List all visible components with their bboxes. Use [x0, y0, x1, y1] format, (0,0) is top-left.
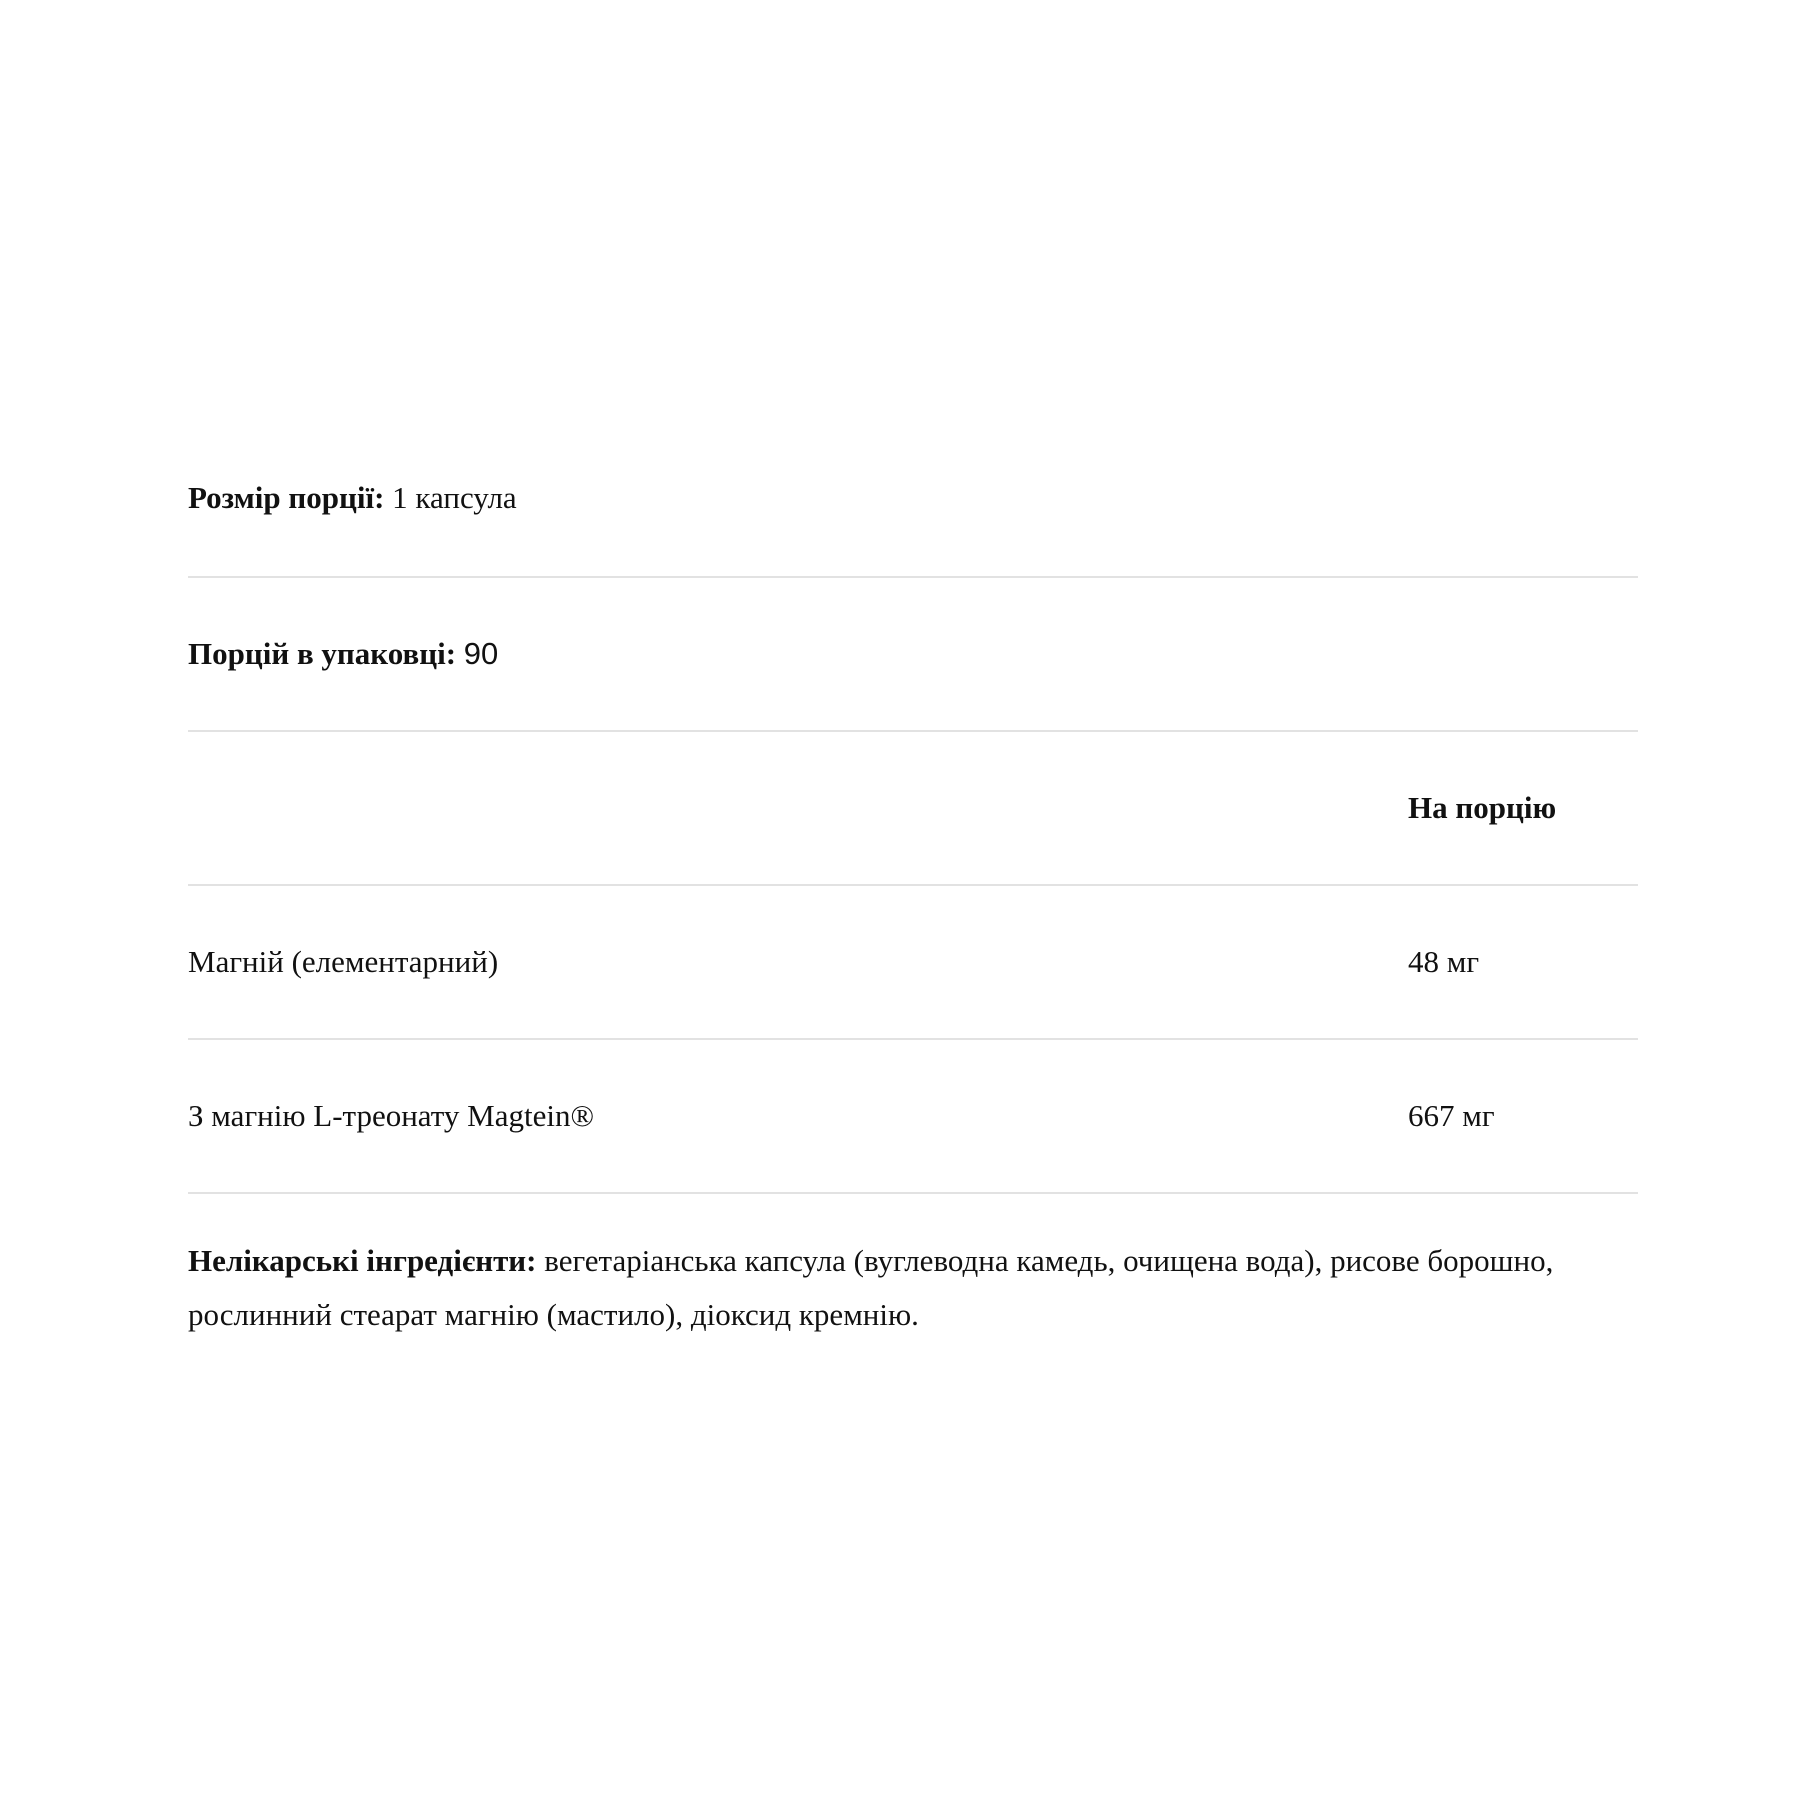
table-row — [188, 1040, 1638, 1194]
other-ingredients-label: Нелікарські інгредієнти: — [188, 1243, 537, 1278]
serving-size — [188, 480, 517, 516]
serving-size-row — [188, 420, 1638, 578]
servings-per-container — [188, 636, 498, 672]
supplement-facts-panel — [188, 420, 1638, 1342]
other-ingredients-text: вегетаріанська капсула (вуглеводна камедь, очищена вода), рисове борошно, рослинний стеарат магнію (мастило), діоксид кремнію. — [188, 1243, 1554, 1332]
serving-size-label: Розмір порції: — [188, 480, 385, 515]
nutrient-name: З магнію L-треонату Magtein® — [188, 1098, 595, 1133]
servings-per-container-label: Порцій в упаковці: — [188, 636, 457, 671]
table-row — [188, 886, 1638, 1040]
nutrient-name: Магній (елементарний) — [188, 944, 499, 979]
amount-per-serving-header: На порцію — [1408, 790, 1557, 825]
nutrient-amount: 48 мг — [1408, 944, 1480, 979]
servings-per-container-row — [188, 578, 1638, 732]
table-header-row — [188, 732, 1638, 886]
serving-size-value: 1 капсула — [392, 480, 517, 515]
other-ingredients — [188, 1194, 1638, 1342]
servings-per-container-value: 90 — [463, 636, 499, 671]
nutrient-amount: 667 мг — [1408, 1098, 1495, 1133]
